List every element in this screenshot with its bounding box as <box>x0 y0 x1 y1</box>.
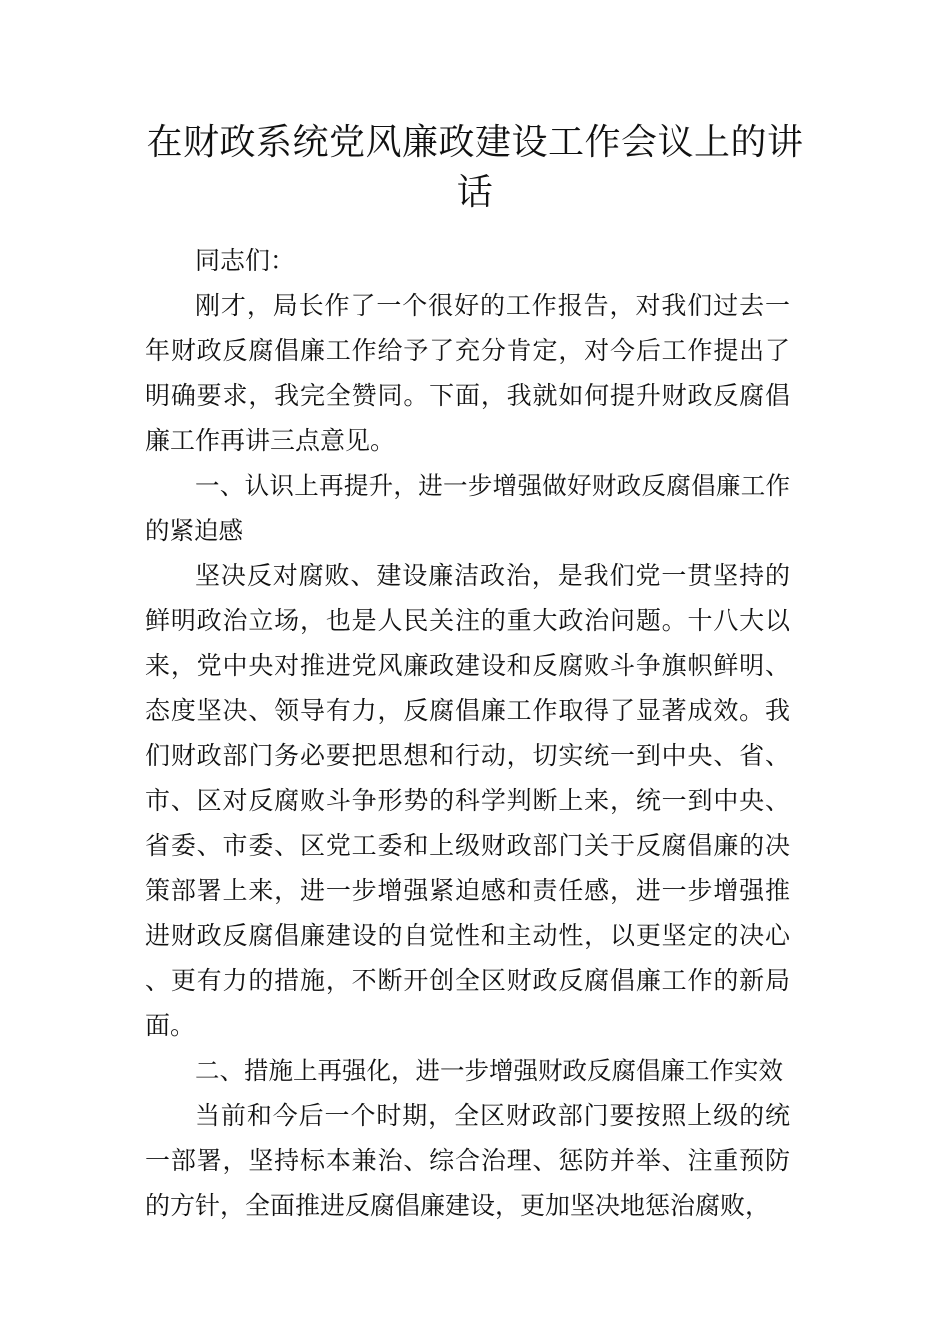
salutation: 同志们： <box>195 246 296 275</box>
section-heading-2: 二、措施上再强化，进一步增强财政反腐倡廉工作实效 <box>195 1056 783 1085</box>
section-heading-1: 一、认识上再提升，进一步增强做好财政反腐倡廉工作的紧迫感 <box>145 471 790 545</box>
paragraph-section-1: 坚决反对腐败、建设廉洁政治，是我们党一贯坚持的鲜明政治立场，也是人民关注的重大政治问题。十八大以来，党中央对推进党风廉政建设和反腐败斗争旗帜鲜明、态度坚决、领导有力，反腐倡廉工作取得了显著成效。我们财政部门务必要把思想和行动，切实统一到中央、省、市、区对反腐败斗争形势的科学判断上来，统一到中央、省委、市委、区党工委和上级财政部门关于反腐倡廉的决策部署上来，进一步增强紧迫感和责任感，进一步增强推进财政反腐倡廉建设的自觉性和主动性，以更坚定的决心、更有力的措施，不断开创全区财政反腐倡廉工作的新局面。 <box>145 561 790 1040</box>
document-title: 在财政系统党风廉政建设工作会议上的讲话 <box>146 122 804 213</box>
paragraph-section-2: 当前和今后一个时期，全区财政部门要按照上级的统一部署，坚持标本兼治、综合治理、惩防并举、注重预防的方针，全面推进反腐倡廉建设，更加坚决地惩治腐败， <box>145 1101 790 1220</box>
paragraph-intro: 刚才，局长作了一个很好的工作报告，对我们过去一年财政反腐倡廉工作给予了充分肯定，对今后工作提出了明确要求，我完全赞同。下面，我就如何提升财政反腐倡廉工作再讲三点意见。 <box>145 291 790 455</box>
document-body <box>145 238 790 1228</box>
